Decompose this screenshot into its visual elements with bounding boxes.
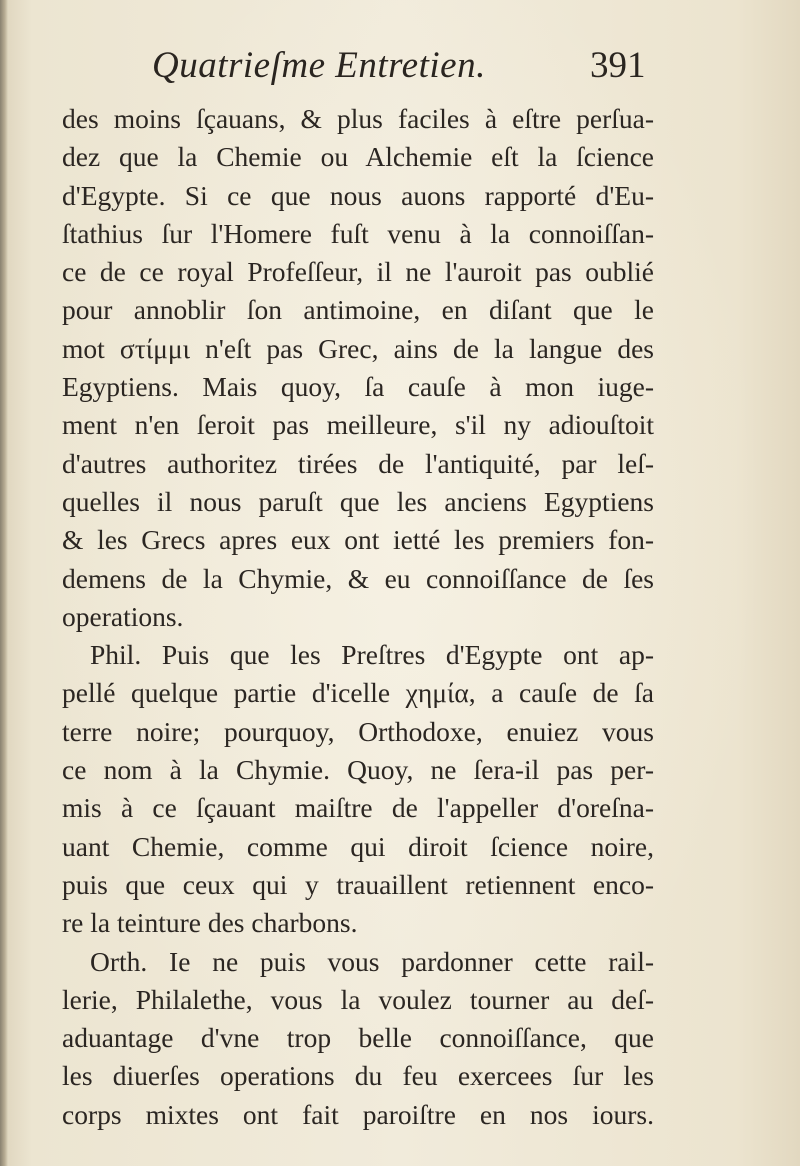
text-line: mis à ce ſçauant maiſtre de l'appeller d'oreſna- bbox=[62, 792, 654, 824]
text-line: pour annoblir ſon antimoine, en diſant que le bbox=[62, 294, 654, 326]
text-line: lerie, Philalethe, vous la voulez tourner au deſ- bbox=[62, 983, 654, 1015]
text-line: aduantage d'vne trop belle connoiſſance, que bbox=[62, 1022, 654, 1054]
text-line: re la teinture des charbons. bbox=[62, 907, 358, 939]
text-line: puis que ceux qui y trauaillent retiennent enco- bbox=[62, 868, 654, 900]
text-line: demens de la Chymie, & eu connoiſſance de ſes bbox=[62, 562, 654, 594]
text-line: operations. bbox=[62, 600, 184, 632]
text-line: Egyptiens. Mais quoy, ſa cauſe à mon iuge- bbox=[62, 371, 654, 403]
text-line: mot στίμμι n'eſt pas Grec, ains de la langue des bbox=[62, 332, 654, 364]
text-line: dez que la Chemie ou Alchemie eſt la ſcience bbox=[62, 141, 654, 173]
text-line: d'autres authoritez tirées de l'antiquité, par leſ- bbox=[62, 447, 654, 479]
text-line: & les Grecs apres eux ont ietté les premiers fon- bbox=[62, 524, 654, 556]
text-line: ment n'en ſeroit pas meilleure, s'il ny adiouſtoit bbox=[62, 409, 654, 441]
text-line: ce de ce royal Profeſſeur, il ne l'auroit pas oublié bbox=[62, 256, 654, 288]
running-head bbox=[60, 38, 740, 98]
text-line: corps mixtes ont fait paroiſtre en nos iours. bbox=[62, 1098, 654, 1130]
text-line: des moins ſçauans, & plus faciles à eſtre perſua- bbox=[62, 103, 654, 134]
body-text bbox=[62, 100, 654, 1134]
text-line: terre noire; pourquoy, Orthodoxe, enuiez vous bbox=[62, 715, 654, 747]
page-gutter-shadow bbox=[0, 0, 8, 1166]
text-line: ce nom à la Chymie. Quoy, ne ſera-il pas per- bbox=[62, 754, 654, 786]
speaker-line-orth: Orth. Ie ne puis vous pardonner cette rail- bbox=[90, 945, 654, 977]
text-line: ſtathius ſur l'Homere fuſt venu à la connoiſſan- bbox=[62, 217, 654, 249]
text-line: d'Egypte. Si ce que nous auons rapporté d'Eu- bbox=[62, 179, 654, 211]
text-line: pellé quelque partie d'icelle χημία, a cauſe de ſa bbox=[62, 677, 654, 709]
running-head-title: Quatrieſme Entretien. bbox=[152, 45, 486, 86]
text-line: quelles il nous paruſt que les anciens Egyptiens bbox=[62, 485, 654, 517]
speaker-line-phil: Phil. Puis que les Preſtres d'Egypte ont ap- bbox=[90, 639, 654, 671]
text-line: uant Chemie, comme qui diroit ſcience noire, bbox=[62, 830, 654, 862]
page-number: 391 bbox=[590, 45, 646, 86]
text-line: les diuerſes operations du feu exercees ſur les bbox=[62, 1060, 654, 1092]
